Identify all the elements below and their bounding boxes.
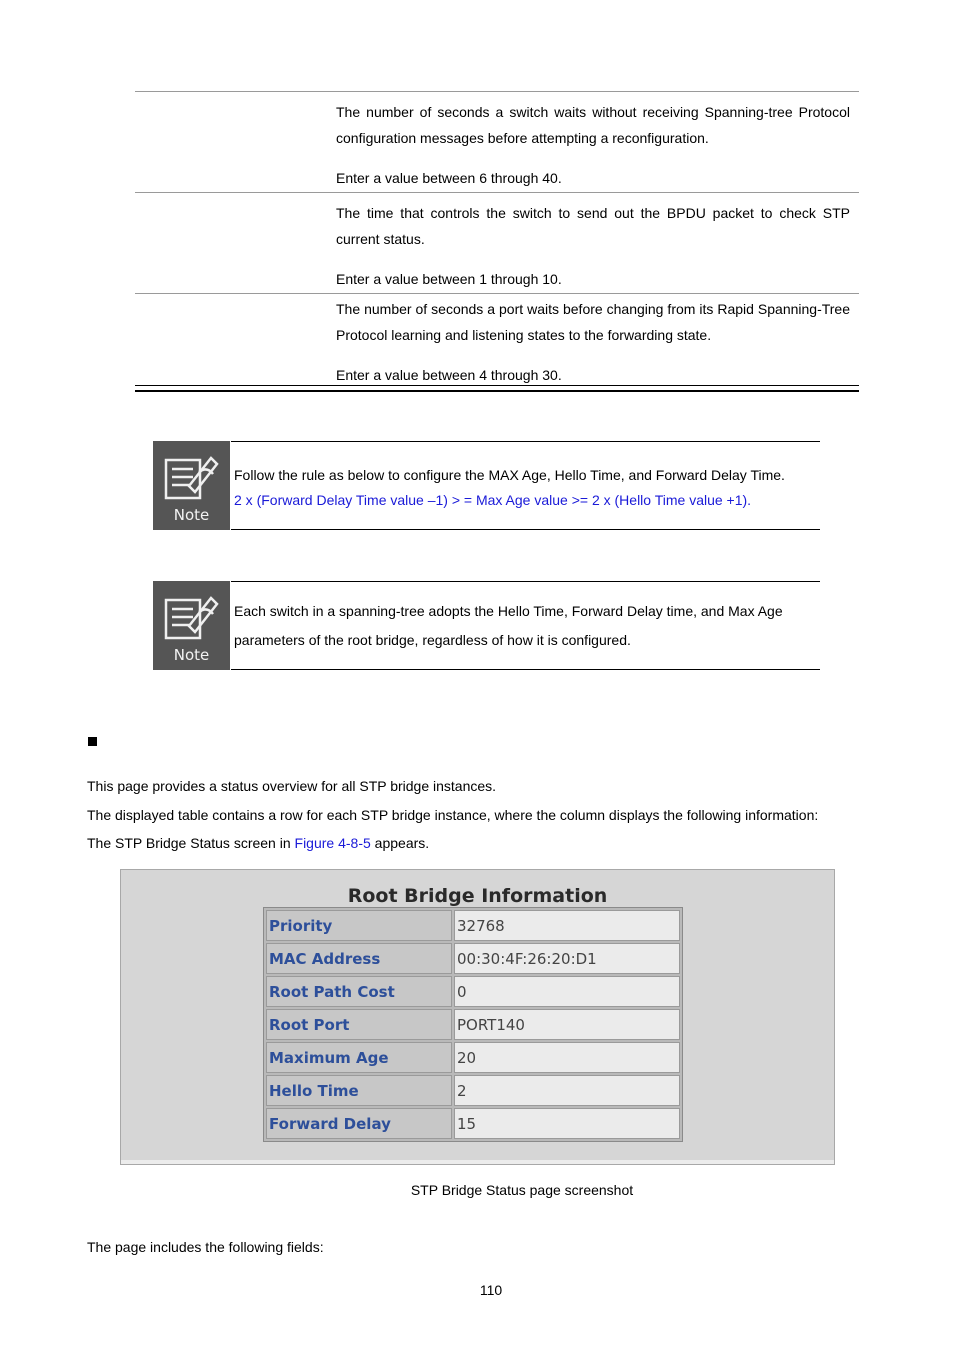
note-text-line1: Follow the rule as below to configure the MAX Age, Hello Time, and Forward Delay Time. (234, 467, 785, 483)
note-bottom-rule (231, 669, 820, 670)
note-box-1 (153, 441, 820, 530)
section-bullet-icon (88, 737, 97, 746)
field-value: 20 (454, 1042, 680, 1073)
field-value: 15 (454, 1108, 680, 1139)
note-box-2 (153, 581, 820, 670)
note-icon-label: Note (173, 506, 210, 524)
field-label: Root Port (266, 1009, 452, 1040)
note-text-line1: Each switch in a spanning-tree adopts the Hello Time, Forward Delay time, and Max Age (234, 603, 783, 619)
field-value: 32768 (454, 910, 680, 941)
figure-caption: STP Bridge Status page screenshot (410, 1182, 634, 1198)
parameter-range: Enter a value between 4 through 30. (336, 367, 562, 383)
parameter-description: The number of seconds a switch waits without receiving Spanning-tree Protocol configuration messages before attempting a reconfiguration. (336, 104, 850, 146)
figure-link[interactable]: Figure 4-8-5 (294, 835, 371, 851)
field-label: MAC Address (266, 943, 452, 974)
note-icon (153, 441, 230, 530)
paragraph-text: The STP Bridge Status screen in (87, 835, 295, 851)
field-label: Root Path Cost (266, 976, 452, 1007)
table-row (266, 1108, 680, 1139)
field-label: Priority (266, 910, 452, 941)
table-row (266, 943, 680, 974)
note-icon-label: Note (173, 646, 210, 664)
field-value: 2 (454, 1075, 680, 1106)
parameter-range: Enter a value between 6 through 40. (336, 170, 562, 186)
field-label: Forward Delay (266, 1108, 452, 1139)
parameter-range: Enter a value between 1 through 10. (336, 271, 562, 287)
table-row (266, 910, 680, 941)
table-row (266, 1009, 680, 1040)
field-label: Hello Time (266, 1075, 452, 1106)
root-bridge-table (263, 907, 683, 1142)
note-text-line2: parameters of the root bridge, regardless of how it is configured. (234, 632, 631, 648)
table-bottom-rule (135, 385, 859, 392)
table-row (266, 1075, 680, 1106)
parameter-description: The time that controls the switch to send out the BPDU packet to check STP current status. (336, 205, 850, 247)
paragraph-text: appears. (370, 835, 430, 851)
parameter-description: The number of seconds a port waits before changing from its Rapid Spanning-Tree Protocol learning and listening states to the forwarding state. (336, 301, 850, 343)
field-value: 00:30:4F:26:20:D1 (454, 943, 680, 974)
parameter-row-max-age (135, 91, 859, 192)
stp-bridge-status-screenshot (120, 869, 835, 1165)
table-row (266, 1042, 680, 1073)
parameter-table (135, 91, 859, 385)
note-bottom-rule (231, 529, 820, 530)
note-top-rule (231, 441, 820, 442)
field-value: PORT140 (454, 1009, 680, 1040)
screenshot-bottom-edge (121, 1160, 834, 1164)
body-paragraph-3 (87, 835, 429, 851)
parameter-row-hello-time (135, 192, 859, 293)
body-paragraph-2: The displayed table contains a row for each STP bridge instance, where the column displays the following information: (87, 807, 819, 823)
parameter-row-forward-delay (135, 293, 859, 385)
note-top-rule (231, 581, 820, 582)
body-paragraph-4: The page includes the following fields: (87, 1239, 324, 1255)
field-label: Maximum Age (266, 1042, 452, 1073)
note-text-line2: 2 x (Forward Delay Time value –1) > = Max Age value >= 2 x (Hello Time value +1). (234, 492, 752, 508)
table-row (266, 976, 680, 1007)
body-paragraph-1: This page provides a status overview for all STP bridge instances. (87, 778, 497, 794)
note-icon (153, 581, 230, 670)
page-number: 110 (479, 1282, 503, 1298)
screenshot-title: Root Bridge Information (347, 885, 608, 907)
field-value: 0 (454, 976, 680, 1007)
